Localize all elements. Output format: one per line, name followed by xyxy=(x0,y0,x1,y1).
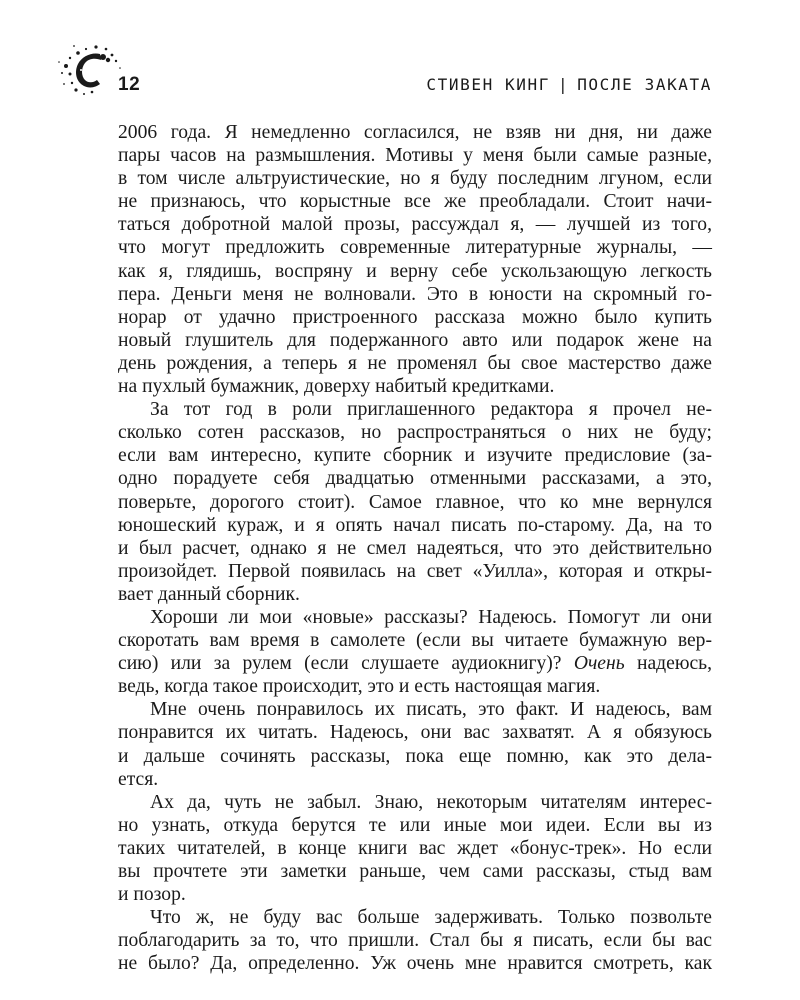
text-line: таких читателей, в конце книги вас ждет «бонус-трек». Но если xyxy=(118,837,712,859)
text-line: За тот год в роли приглашенного редактора я прочел не- xyxy=(150,399,712,421)
text-line: поверьте, дорогого стоит). Самое главное, что ко мне вернулся xyxy=(118,491,712,513)
text-line: на пухлый бумажник, доверху набитый кредитками. xyxy=(118,376,555,398)
page-number: 12 xyxy=(118,74,141,95)
text-line: Мне очень понравилось их писать, это факт. И надеюсь, вам xyxy=(150,699,712,721)
running-header xyxy=(118,74,712,100)
text-line: но узнать, откуда берутся те или иные мои идеи. Если вы из xyxy=(118,814,712,836)
text-line xyxy=(118,652,712,675)
text-line: таться добротной малой прозы, рассуждал я, — лучшей из того, xyxy=(118,214,712,236)
text-line: день рождения, а теперь я не променял бы свое мастерство даже xyxy=(118,352,712,374)
text-line: Ах да, чуть не забыл. Знаю, некоторым читателям интерес- xyxy=(150,791,712,813)
text-line: 2006 года. Я немедленно согласился, не взяв ни дня, ни даже xyxy=(118,122,712,143)
text-line: скоротать вам время в самолете (если вы читаете бумажную вер- xyxy=(118,630,712,652)
text-run: надеюсь, xyxy=(624,653,712,675)
text-line: что могут предложить современные литературные журналы, — xyxy=(118,237,712,259)
text-line: и был расчет, однако я не смел надеяться, что это действительно xyxy=(118,537,712,559)
emphasis-text: Очень xyxy=(573,653,625,675)
text-line: если вам интересно, купите сборник и изучите предисловие (за- xyxy=(118,445,712,467)
text-line: вает данный сборник. xyxy=(118,583,300,605)
text-line: ведь, когда такое происходит, это и есть настоящая магия. xyxy=(118,676,601,698)
text-line: и позор. xyxy=(118,884,186,906)
text-run: сию) или за рулем (если слушаете аудиокнигу)? xyxy=(118,653,574,675)
text-line: новый глушитель для подержанного авто или подарок жене на xyxy=(118,329,712,351)
text-line: одно порадуете себя двадцатью отменными рассказами, а это, xyxy=(118,468,712,490)
text-line: поблагодарить за то, что пришли. Стал бы я писать, если бы вас xyxy=(118,930,712,952)
author-name: СТИВЕН КИНГ xyxy=(426,75,550,94)
text-line: не было? Да, определенно. Уж очень мне нравится смотреть, как xyxy=(118,953,712,975)
text-line: норар от удачно пристроенного рассказа можно было купить xyxy=(118,306,712,328)
text-line: сколько сотен рассказов, но распространяться о них не буду; xyxy=(118,422,712,444)
text-line: Что ж, не буду вас больше задерживать. Только позвольте xyxy=(150,907,712,929)
text-line: юношеский кураж, и я опять начал писать по-старому. Да, на то xyxy=(118,514,712,536)
text-line: и дальше сочинять рассказы, пока еще помню, как это дела- xyxy=(118,745,712,767)
text-line: пары часов на размышления. Мотивы у меня были самые разные, xyxy=(118,145,712,167)
text-line: ется. xyxy=(118,768,159,790)
body-text xyxy=(118,121,712,975)
text-line: не признаюсь, что корыстные все же преобладали. Стоит начи- xyxy=(118,191,712,213)
text-line: как я, глядишь, воспряну и верну себе ускользающую легкость xyxy=(118,260,712,282)
running-head xyxy=(426,75,712,94)
text-line: Хороши ли мои «новые» рассказы? Надеюсь. Помогут ли они xyxy=(150,606,712,628)
text-line: произойдет. Первой появилась на свет «Уилла», которая и откры- xyxy=(118,560,712,582)
header-separator: | xyxy=(557,75,570,94)
text-line: вы прочтете эти заметки раньше, чем сами рассказы, стыд вам xyxy=(118,861,712,882)
book-title: ПОСЛЕ ЗАКАТА xyxy=(577,75,712,94)
text-line: в том числе альтруистические, но я буду последним лгуном, если xyxy=(118,168,712,190)
text-line: понравится их читать. Надеюсь, они вас захватят. А я обязуюсь xyxy=(118,722,712,744)
text-line: пера. Деньги меня не волновали. Это в юности на скромный го- xyxy=(118,283,712,305)
